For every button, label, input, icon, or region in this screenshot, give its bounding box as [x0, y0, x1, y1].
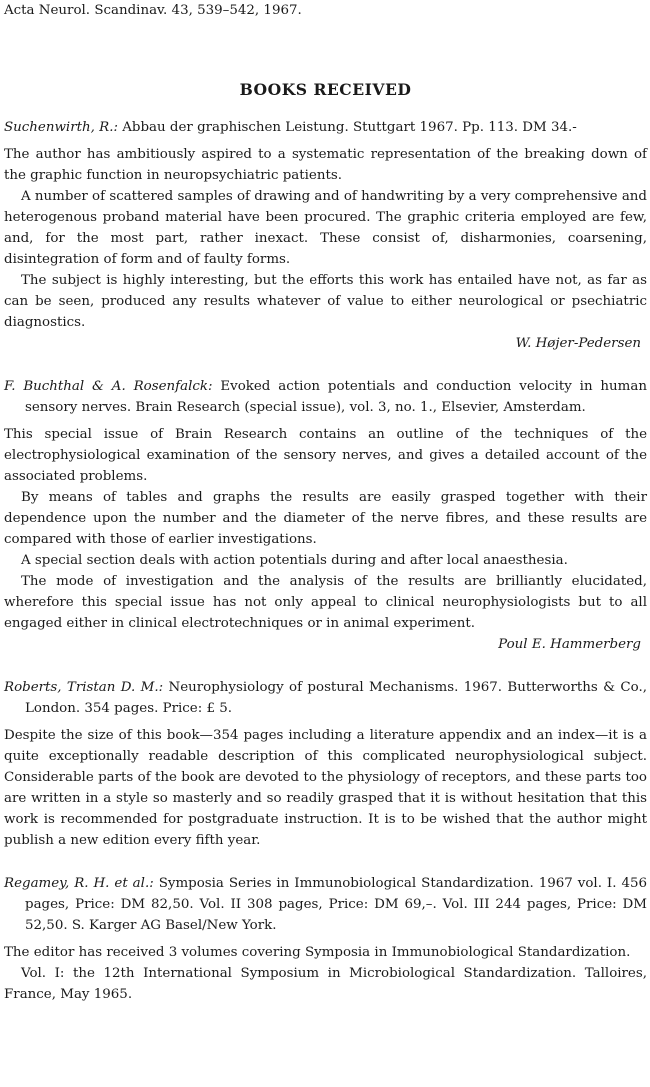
book-author: Roberts, Tristan D. M.: [4, 680, 164, 695]
book-entry [4, 376, 647, 655]
review-paragraph: The editor has received 3 volumes covering Symposia in Immunobiological Standardization. [4, 945, 631, 960]
book-entry [4, 873, 647, 1005]
book-author: Regamey, R. H. et al.: [4, 876, 154, 891]
book-entry [4, 677, 647, 851]
book-details: Evoked action potentials and conduction velocity in human sensory nerves. Brain Research (special issue), vol. 3, no. 1., Elsevier, Amsterdam. [25, 379, 647, 415]
journal-header: Acta Neurol. Scandinav. 43, 539–542, 1967. [4, 3, 302, 18]
book-citation [4, 117, 647, 138]
review-paragraph: Despite the size of this book—354 pages including a literature appendix and an index—it is a quite exceptionally readable description of this complicated neurophysiological subject. Considerable parts of the book are devoted to the physiology of receptors, and these parts too are written in a style so masterly and so readily grasped that it is without hesitation that this work is recommended for postgraduate instruction. It is to be wished that the author might publish a new edition every fifth year. [4, 728, 647, 848]
review-paragraph: The author has ambitiously aspired to a systematic representation of the breaking down of the graphic function in neuropsychiatric patients. [4, 147, 647, 183]
book-details: Abbau der graphischen Leistung. Stuttgart 1967. Pp. 113. DM 34.- [117, 120, 577, 135]
book-citation [4, 873, 647, 936]
review-paragraph: The mode of investigation and the analysis of the results are brilliantly elucidated, wherefore this special issue has not only appeal to clinical neurophysiologists but to all engaged either in clinical electrotechniques or in animal experiment. [4, 574, 647, 631]
book-entry [4, 117, 647, 354]
review-paragraph: A special section deals with action potentials during and after local anaesthesia. [21, 553, 568, 568]
review-paragraph: Vol. I: the 12th International Symposium in Microbiological Standardization. Talloires, France, May 1965. [4, 966, 647, 1002]
book-author: F. Buchthal & A. Rosenfalck: [4, 379, 213, 394]
review-paragraph: The subject is highly interesting, but the efforts this work has entailed have not, as far as can be seen, produced any results whatever of value to either neurological or psechiatric diagnostics. [4, 273, 647, 330]
book-citation [4, 677, 647, 719]
reviewer-signature: W. Højer-Pedersen [515, 336, 641, 351]
review-paragraph: This special issue of Brain Research contains an outline of the techniques of the electrophysiological examination of the sensory nerves, and gives a detailed account of the associated problems. [4, 427, 647, 484]
book-citation [4, 376, 647, 418]
reviewer-signature: Poul E. Hammerberg [498, 637, 641, 652]
book-author: Suchenwirth, R.: [4, 120, 118, 135]
review-paragraph: By means of tables and graphs the results are easily grasped together with their dependence upon the number and the diameter of the nerve fibres, and these results are compared with those of earlier investigations. [4, 490, 647, 547]
book-details: Neurophysiology of postural Mechanisms. 1967. Butterworths & Co., London. 354 pages. Price: £ 5. [25, 680, 647, 716]
section-title: BOOKS RECEIVED [239, 80, 412, 99]
review-paragraph: A number of scattered samples of drawing and of handwriting by a very comprehensive and heterogenous proband material have been procured. The graphic criteria employed are few, and, for the most part, rather inexact. These consist of, disharmonies, coarsening, disintegration of form and of faulty forms. [4, 189, 647, 267]
book-details: Symposia Series in Immunobiological Standardization. 1967 vol. I. 456 pages, Price: DM 82,50. Vol. II 308 pages, Price: DM 69,–. Vol. III 244 pages, Price: DM 52,50. S. Karger AG Basel/New York. [25, 876, 648, 933]
